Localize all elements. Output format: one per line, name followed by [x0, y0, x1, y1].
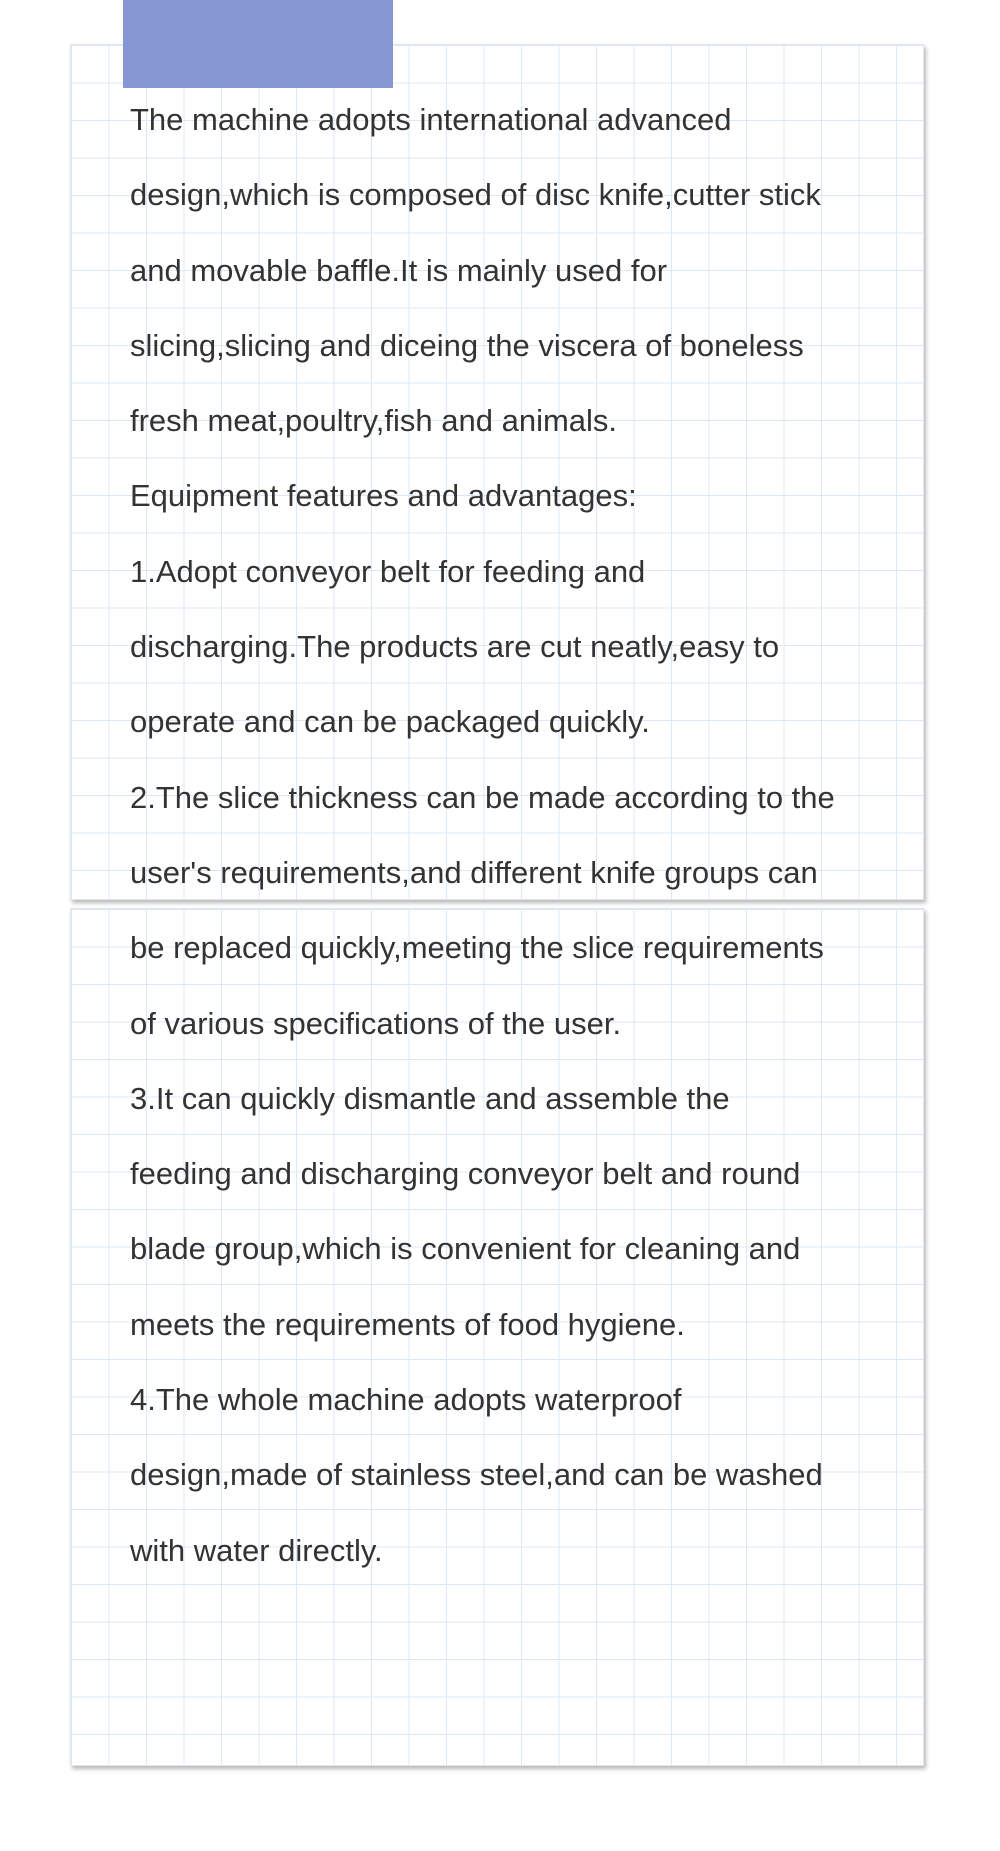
feature-item-3: 3.It can quickly dismantle and assemble the [130, 1080, 730, 1116]
feature-item-4: 4.The whole machine adopts waterproof [130, 1382, 682, 1418]
section-heading: Equipment features and advantages: [130, 478, 637, 514]
text-line: blade group,which is convenient for cleaning and [130, 1231, 801, 1267]
header-tab [123, 0, 393, 88]
text-line: slicing,slicing and diceing the viscera of boneless [130, 327, 804, 363]
text-line: discharging.The products are cut neatly,easy to [130, 629, 780, 665]
text-line: be replaced quickly,meeting the slice requirements [130, 930, 824, 966]
text-line: operate and can be packaged quickly. [130, 704, 650, 740]
text-line: and movable baffle.It is mainly used for [130, 252, 668, 288]
text-line: The machine adopts international advanced [130, 102, 732, 137]
description-text [130, 88, 890, 1594]
text-line: with water directly. [130, 1532, 383, 1568]
text-line: of various specifications of the user. [130, 1005, 622, 1041]
text-line: fresh meat,poultry,fish and animals. [130, 403, 618, 439]
text-line: feeding and discharging conveyor belt and round [130, 1156, 801, 1192]
text-line: meets the requirements of food hygiene. [130, 1306, 685, 1342]
text-line: design,made of stainless steel,and can be washed [130, 1457, 823, 1493]
text-line: user's requirements,and different knife groups can [130, 854, 818, 890]
feature-item-2: 2.The slice thickness can be made according to the [130, 779, 835, 815]
text-line: design,which is composed of disc knife,cutter stick [130, 177, 821, 213]
feature-item-1: 1.Adopt conveyor belt for feeding and [130, 553, 646, 589]
